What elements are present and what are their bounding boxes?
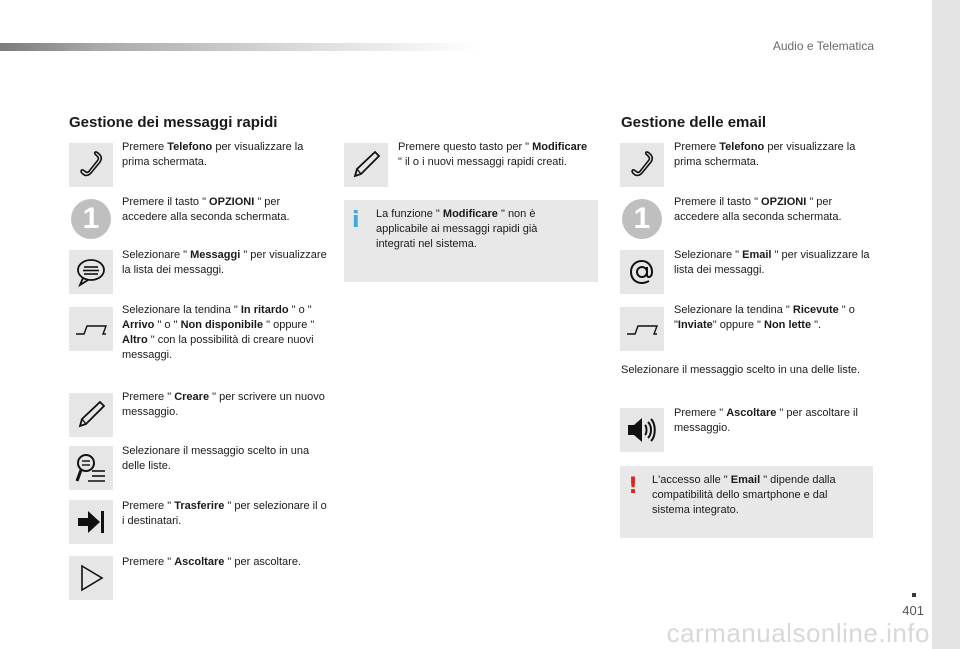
step-text: Premere " Ascoltare " per ascoltare il messaggio.	[674, 407, 858, 434]
step-text: Premere questo tasto per " Modificare " il o i nuovi messaggi rapidi creati.	[398, 141, 588, 168]
forward-arrow-icon	[69, 500, 113, 544]
phone-handset-icon	[69, 143, 113, 187]
speaker-icon	[620, 408, 664, 452]
step-text: Selezionare il messaggio scelto in una delle liste.	[122, 445, 310, 472]
step-text: Selezionare " Email " per visualizzare la lista dei messaggi.	[674, 249, 870, 276]
step-text: Selezionare la tendina " In ritardo " o " Arrivo " o " Non disponibile " oppure " Altro " con la possibilità di creare nuovi messaggi.	[122, 304, 315, 361]
phone-handset-icon	[620, 143, 664, 187]
section-title-email: Gestione delle email	[621, 114, 767, 131]
step-text: Premere Telefono per visualizzare la prima schermata.	[674, 141, 856, 168]
page-edge-strip	[932, 0, 960, 649]
step-text: Premere " Trasferire " per selezionare il o i destinatari.	[122, 500, 327, 527]
section-title-quick-messages: Gestione dei messaggi rapidi	[69, 114, 278, 131]
step-text: Premere il tasto " OPZIONI " per accedere alla seconda schermata.	[674, 196, 842, 223]
step-text: Premere il tasto " OPZIONI " per accedere alla seconda schermata.	[122, 196, 290, 223]
info-icon: i	[352, 208, 360, 233]
step-text: Premere Telefono per visualizzare la prima schermata.	[122, 141, 304, 168]
tab-icon	[620, 307, 664, 351]
page-number: 401	[902, 603, 924, 618]
warning-icon: !	[628, 474, 639, 499]
header-title: Audio e Telematica	[772, 39, 874, 53]
info-box	[344, 200, 598, 282]
step-text: Selezionare la tendina " Ricevute " o "Inviate" oppure " Non lette ".	[674, 304, 855, 331]
plain-instruction: Selezionare il messaggio scelto in una delle liste.	[621, 364, 861, 376]
warning-text: L'accesso alle " Email " dipende dalla compatibilità dello smartphone e dal sistema integrato.	[652, 474, 836, 516]
warning-box	[620, 466, 873, 538]
step-number-badge: 1	[620, 197, 664, 241]
step-number-badge: 1	[69, 197, 113, 241]
watermark: carmanualsonline.info	[666, 618, 930, 648]
step-text: Premere " Creare " per scrivere un nuovo messaggio.	[122, 391, 325, 418]
step-text: Selezionare " Messaggi " per visualizzare la lista dei messaggi.	[122, 249, 327, 276]
step-text: Premere " Ascoltare " per ascoltare.	[122, 556, 302, 568]
search-list-icon	[69, 446, 113, 490]
pen-icon	[344, 143, 388, 187]
page-marker	[912, 593, 916, 597]
header-gradient-bar	[0, 43, 480, 51]
at-sign-icon	[620, 250, 664, 294]
tab-icon	[69, 307, 113, 351]
pen-icon	[69, 393, 113, 437]
info-text: La funzione " Modificare " non è applicabile ai messaggi rapidi già integrati nel sistema.	[376, 208, 538, 250]
message-bubble-icon	[69, 250, 113, 294]
play-icon	[69, 556, 113, 600]
